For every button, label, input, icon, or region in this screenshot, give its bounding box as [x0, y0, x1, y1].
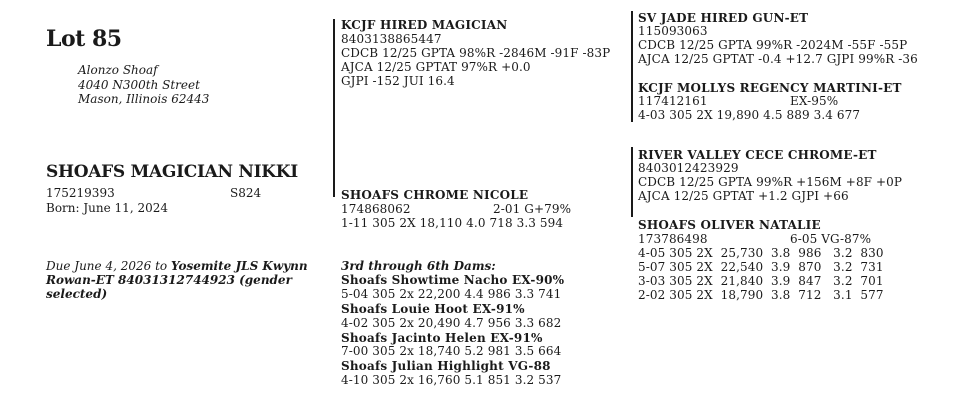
sires-dam-record: 4-03 305 2X 19,890 4.5 889 3.4 677	[638, 108, 861, 122]
dams-sire-reg: 8403012423929	[638, 161, 739, 175]
dam-3-name: Shoafs Showtime Nacho EX-90%	[341, 273, 565, 287]
due-prefix: Due June 4, 2026 to	[46, 259, 171, 273]
dam-4-name: Shoafs Louie Hoot EX-91%	[341, 302, 525, 316]
pedigree-line-sire	[333, 19, 335, 197]
dam-score: 2-01 G+79%	[493, 202, 572, 216]
dam-5-name: Shoafs Jacinto Helen EX-91%	[341, 331, 543, 345]
pedigree-line-dams-parents	[631, 147, 633, 217]
sire-genomics-2: AJCA 12/25 GPTAT 97%R +0.0	[341, 60, 531, 74]
sires-sire-genomics-1: CDCB 12/25 GPTA 99%R -2024M -55F -55P	[638, 38, 908, 52]
pedigree-line-sires-parents	[631, 11, 633, 122]
sire-genomics-3: GJPI -152 JUI 16.4	[341, 74, 455, 88]
dam-reg: 174868062	[341, 202, 411, 216]
dam-6-record: 4-10 305 2x 16,760 5.1 851 3.2 537	[341, 373, 562, 387]
dams-dam-record-1: 4-05 305 2X 25,730 3.8 986 3.2 830	[638, 246, 884, 260]
dams-dam-record-2: 5-07 305 2X 22,540 3.9 870 3.2 731	[638, 260, 884, 274]
dams-dam-score: 6-05 VG-87%	[790, 232, 872, 246]
dams-heading: 3rd through 6th Dams:	[341, 259, 496, 273]
dam-4-record: 4-02 305 2x 20,490 4.7 956 3.3 682	[341, 316, 562, 330]
sire-genomics-1: CDCB 12/25 GPTA 98%R -2846M -91F -83P	[341, 46, 611, 60]
animal-name: SHOAFS MAGICIAN NIKKI	[46, 162, 298, 182]
sires-sire-name: SV JADE HIRED GUN-ET	[638, 11, 809, 25]
consignor-street: 4040 N300th Street	[78, 77, 200, 92]
due-info	[46, 259, 321, 301]
lot-number: Lot 85	[46, 26, 122, 52]
sires-dam-score: EX-95%	[790, 94, 839, 108]
sires-sire-genomics-2: AJCA 12/25 GPTAT -0.4 +12.7 GJPI 99%R -36	[638, 52, 918, 66]
dam-6-name: Shoafs Julian Highlight VG-88	[341, 359, 551, 373]
dams-dam-name: SHOAFS OLIVER NATALIE	[638, 218, 821, 232]
dam-5-record: 7-00 305 2x 18,740 5.2 981 3.5 664	[341, 344, 562, 358]
sires-dam-name: KCJF MOLLYS REGENCY MARTINI-ET	[638, 81, 902, 95]
dams-dam-record-3: 3-03 305 2X 21,840 3.9 847 3.2 701	[638, 274, 884, 288]
sire-reg: 8403138865447	[341, 32, 442, 46]
dam-name: SHOAFS CHROME NICOLE	[341, 188, 529, 202]
due-sire: Yosemite JLS Kwynn Rowan-ET 84031312744923 (gender selected)	[46, 259, 308, 301]
sires-dam-reg: 117412161	[638, 94, 708, 108]
dams-sire-genomics-1: CDCB 12/25 GPTA 99%R +156M +8F +0P	[638, 175, 903, 189]
consignor-name: Alonzo Shoaf	[78, 63, 158, 77]
dams-sire-genomics-2: AJCA 12/25 GPTAT +1.2 GJPI +66	[638, 189, 849, 203]
sires-sire-reg: 115093063	[638, 24, 708, 38]
animal-reg: 175219393	[46, 186, 115, 200]
consignor-city: Mason, Illinois 62443	[78, 92, 210, 106]
dam-3-record: 5-04 305 2x 22,200 4.4 986 3.3 741	[341, 287, 562, 301]
dams-dam-record-4: 2-02 305 2X 18,790 3.8 712 3.1 577	[638, 288, 884, 302]
consignor-address	[78, 63, 209, 107]
animal-born: Born: June 11, 2024	[46, 201, 168, 215]
sire-name: KCJF HIRED MAGICIAN	[341, 18, 508, 32]
dams-sire-name: RIVER VALLEY CECE CHROME-ET	[638, 148, 877, 162]
animal-code: S824	[230, 186, 262, 200]
dam-record: 1-11 305 2X 18,110 4.0 718 3.3 594	[341, 216, 564, 230]
dams-dam-reg: 173786498	[638, 232, 708, 246]
